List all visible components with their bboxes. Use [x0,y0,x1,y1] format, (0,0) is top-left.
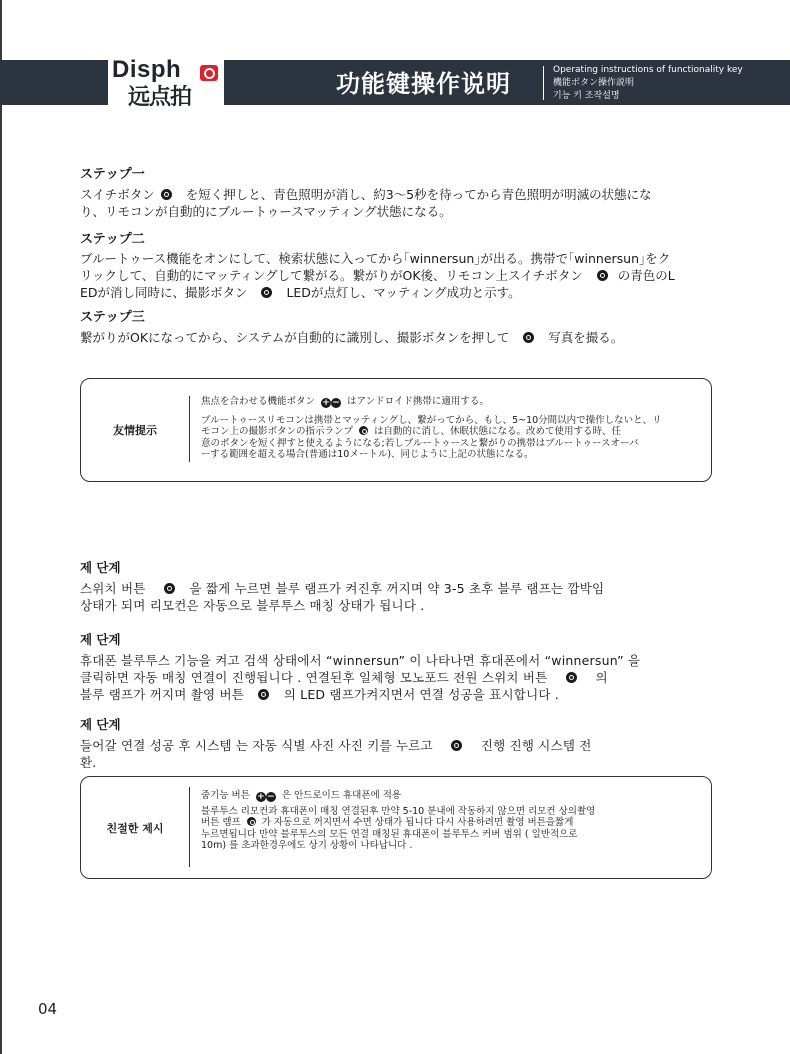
logo-text-en: Disph [112,56,182,83]
jp-step-2-text-a: ブルートゥース機能をオンにして、検索状態に入ってから｢winnersun｣が出る。携帯で｢winnersun｣をク [80,251,671,266]
jp-tip-line3-a: モコン上の撮影ボタンの指示ランプ [201,426,354,437]
jp-tip-line1-b: はアンドロイド携帯に適用する。 [347,396,489,407]
kr-step-2-text-c1: 블루 램프가 꺼지며 촬영 버튼 [80,687,244,702]
kr-step-2-heading: 제 단계 [80,632,121,647]
kr-step-3-text [80,737,720,771]
jp-tip-box [80,378,712,482]
title-divider [543,66,544,100]
jp-step-3-heading: ステップ三 [80,310,145,325]
jp-tip-line4: 意のボタンを短く押すと使えるようになる;若しブルートゥースと繋がりの携帯はブルートゥースオーバ [201,437,639,449]
jp-step-2-text-b2: の青色のL [617,268,675,283]
camera-icon [359,426,368,435]
jp-tip-divider [189,396,190,462]
kr-step-2-text-b1: 클릭하면 자동 매칭 연결이 진행됩니다 . 연결된후 일체형 모노포드 전원 스위치 버튼 [80,670,548,685]
kr-step-2 [80,630,720,703]
camera-logo-icon [200,65,218,81]
kr-tip-divider [189,787,190,867]
jp-tip-line5: ーする範囲を超える場合(普通は10メートル)、同じように上記の状態になる。 [201,449,534,460]
jp-step-3-text-a: 繋がりがOKになってから、システムが自動的に識別し、撮影ボタンを押して [80,330,510,345]
page-left-rule [0,0,2,1054]
kr-step-1 [80,558,720,614]
page-title: 功能键操作说明 [336,70,511,98]
kr-tip-line1-b: 은 안드로이드 휴대폰에 적용 [281,790,402,801]
jp-step-1-text [80,186,720,220]
zoom-plus-minus-icon: + − [257,792,275,802]
page-number: 04 [38,1000,58,1018]
kr-tip-line3-b: 가 자동으로 꺼지면서 수면 상태가 됩니다 다시 사용하려면 촬영 버튼을짧게 [261,817,574,828]
jp-tip-line2: ブルートゥースリモコンは携帯とマッティングし、繋がってから、もし、5~10分間以内で操作しないと、リ [201,414,662,426]
kr-step-1-text-a: 스위치 버튼 [80,581,146,596]
kr-step-2-text-a: 휴대폰 블루투스 기능을 켜고 검색 상태에서 “winnersun” 이 나타나면 휴대폰에서 “winnersun” 을 [80,653,641,668]
jp-step-1-heading: ステップ一 [80,167,145,182]
kr-step-1-text-c: 상태가 되며 리모컨은 자동으로 블루투스 매칭 상태가 됩니다 . [80,598,425,613]
jp-tip-label: 友情提示 [113,424,157,437]
jp-step-1-text-c: り、リモコンが自動的にブルートゥースマッティング状態になる。 [80,204,452,219]
jp-step-2-text-c2: LEDが点灯し、マッティング成功と示す。 [286,285,521,300]
kr-step-1-heading: 제 단계 [80,560,121,575]
subtitle-kr: 기능 키 조작설명 [553,91,620,101]
kr-step-2-text [80,652,720,703]
kr-step-3-heading: 제 단계 [80,717,121,732]
kr-step-3 [80,715,720,771]
kr-tip-line5: 10m) 를 초과한경우에도 상기 상황이 나타납니다 . [201,840,413,851]
jp-step-2-heading: ステップ二 [80,232,145,247]
jp-step-1-text-a: スイチボタン [80,187,155,202]
kr-step-3-text-a: 들어갈 연결 성공 후 시스템 는 자동 식별 사진 사진 키를 누르고 [80,738,433,753]
jp-step-3-text [80,329,720,346]
subtitle-block [553,64,743,103]
kr-tip-body [201,790,697,852]
logo-text-cn: 远点拍 [128,84,192,109]
kr-step-2-text-b2: 의 [595,670,608,685]
subtitle-jp: 機能ボタン操作説明 [553,78,635,88]
power-icon [164,583,175,594]
zoom-plus-minus-icon: + − [322,398,340,408]
kr-tip-box [80,776,712,879]
camera-icon [451,740,462,751]
jp-step-3 [80,306,720,346]
camera-icon [261,287,272,298]
camera-icon [523,332,534,343]
camera-icon [258,689,269,700]
kr-step-1-text [80,580,720,614]
kr-step-2-text-c2: 의 LED 램프가켜지면서 연결 성공을 표시합니다 . [283,687,559,702]
jp-step-2-text [80,250,720,301]
jp-step-2-text-c1: EDが消し同時に、撮影ボタン [80,285,248,300]
camera-icon [247,817,256,826]
jp-step-2 [80,228,720,301]
kr-tip-line2: 블루투스 리모컨과 휴대폰이 매칭 연결된후 만약 5-10 분내에 작동하지 않으면 리모컨 상의촬영 [201,805,596,817]
kr-tip-line1-a: 줌기능 버튼 [201,790,250,801]
brand-logo [108,56,224,109]
jp-tip-line1-a: 焦点を合わせる機能ボタン [201,396,316,407]
kr-step-1-text-b: 을 짧게 누르면 블루 램프가 켜진후 꺼지며 약 3-5 초후 블루 램프는 깜박임 [189,581,605,596]
jp-tip-line3-b: は自動的に消し、休眠状態になる。改めて使用する時、任 [374,426,622,437]
jp-step-3-text-b: 写真を撮る。 [548,330,624,345]
kr-step-3-text-c: 환. [80,755,97,770]
kr-step-3-text-b: 진행 진행 시스템 전 [480,738,592,753]
jp-step-1 [80,163,720,220]
subtitle-en: Operating instructions of functionality key [553,65,743,75]
power-icon [161,189,172,200]
kr-tip-line4: 누르면됩니다 만약 블루투스의 모든 연결 매칭된 휴대폰이 블루투스 커버 범위 ( 일반적으로 [201,828,578,840]
jp-step-1-text-b: を短く押しと、青色照明が消し、約3～5秒を待ってから青色照明が明滅の状態にな [185,187,652,202]
power-icon [597,270,608,281]
kr-tip-label: 친절한 제시 [106,822,164,835]
kr-tip-line3-a: 버튼 램프 [201,817,241,828]
power-icon [566,672,577,683]
jp-step-2-text-b1: リックして、自動的にマッティングして繋がる。繋がりがOK後、リモコン上スイチボタン [80,268,583,283]
jp-tip-body [201,396,697,461]
